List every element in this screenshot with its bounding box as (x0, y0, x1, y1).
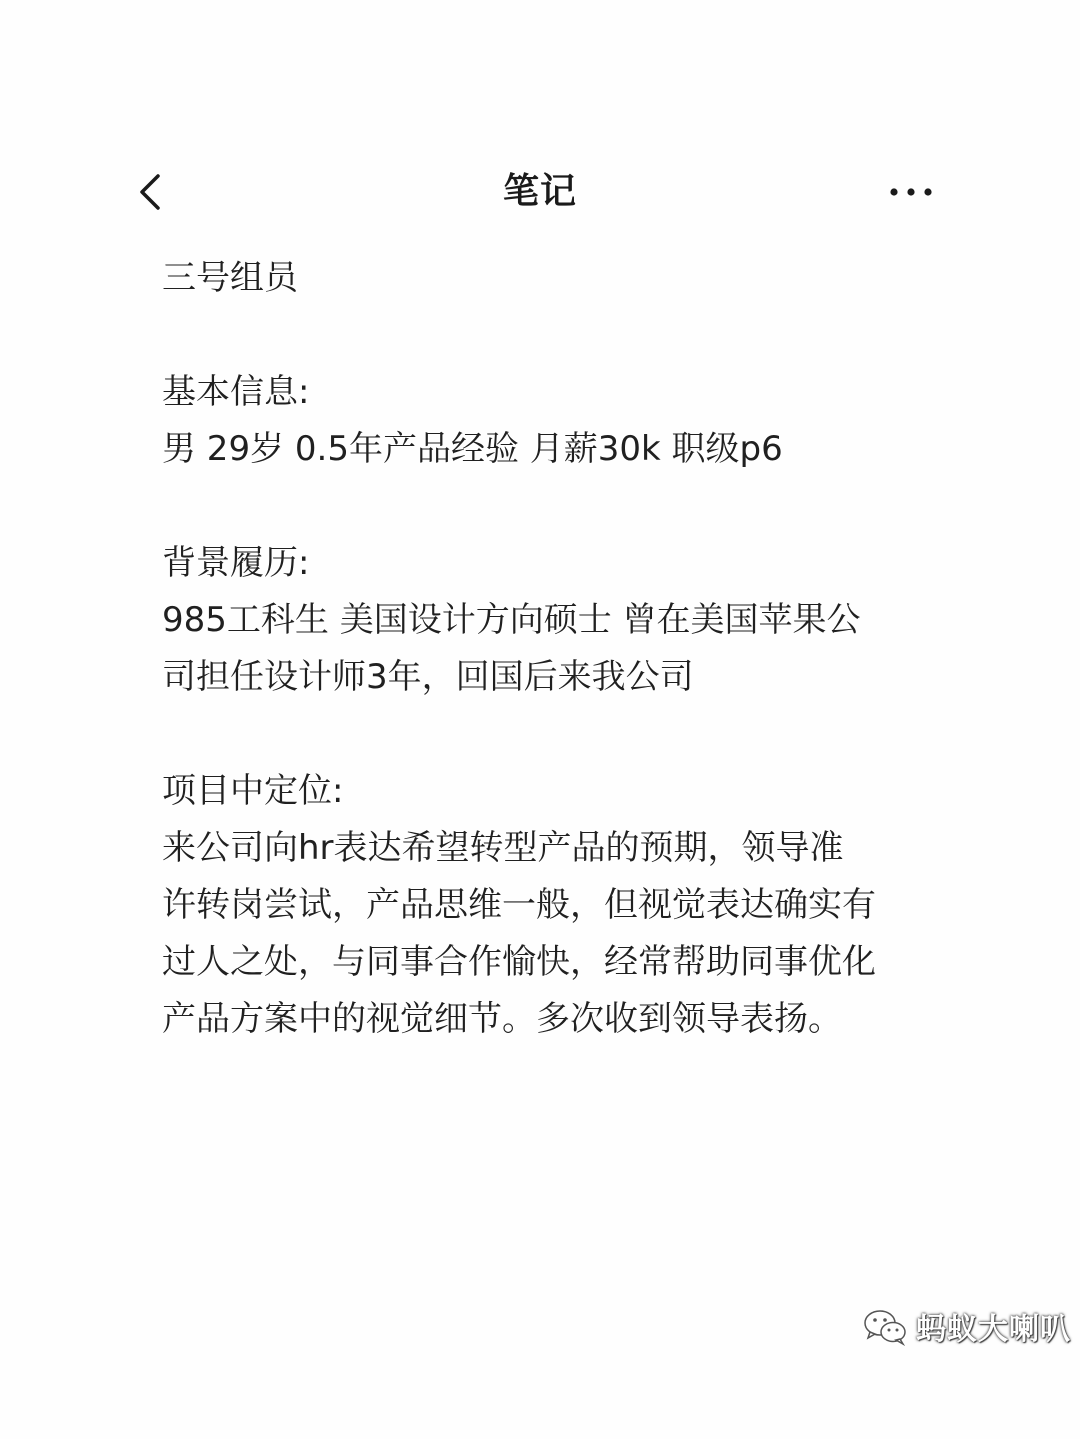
role-text-line: 许转岗尝试，产品思维一般，但视觉表达确实有 (162, 885, 876, 925)
note-body[interactable] (162, 250, 942, 1048)
background-text-line: 985工科生 美国设计方向硕士 曾在美国苹果公 (162, 600, 861, 640)
background-label: 背景履历: (162, 543, 310, 583)
spacer (162, 706, 942, 763)
more-horizontal-icon (880, 168, 944, 216)
spacer (162, 307, 942, 364)
watermark-text: 蚂蚁大喇叭 (916, 1312, 1071, 1347)
role-text-line: 来公司向hr表达希望转型产品的预期，领导准 (162, 828, 844, 868)
role-label: 项目中定位: (162, 771, 344, 811)
spacer (162, 478, 942, 535)
role-text-line: 过人之处，与同事合作愉快，经常帮助同事优化 (162, 942, 876, 982)
top-nav-bar (0, 150, 1080, 234)
basic-info-label: 基本信息: (162, 372, 310, 412)
watermark (862, 1296, 1071, 1356)
more-button[interactable] (880, 168, 944, 216)
background-text-line: 司担任设计师3年，回国后来我公司 (162, 657, 694, 697)
role-text-line: 产品方案中的视觉细节。多次收到领导表扬。 (162, 999, 842, 1039)
basic-info-text: 男 29岁 0.5年产品经验 月薪30k 职级p6 (162, 429, 783, 469)
note-title: 三号组员 (162, 258, 298, 298)
page-title: 笔记 (502, 171, 577, 212)
wechat-icon (862, 1306, 908, 1346)
